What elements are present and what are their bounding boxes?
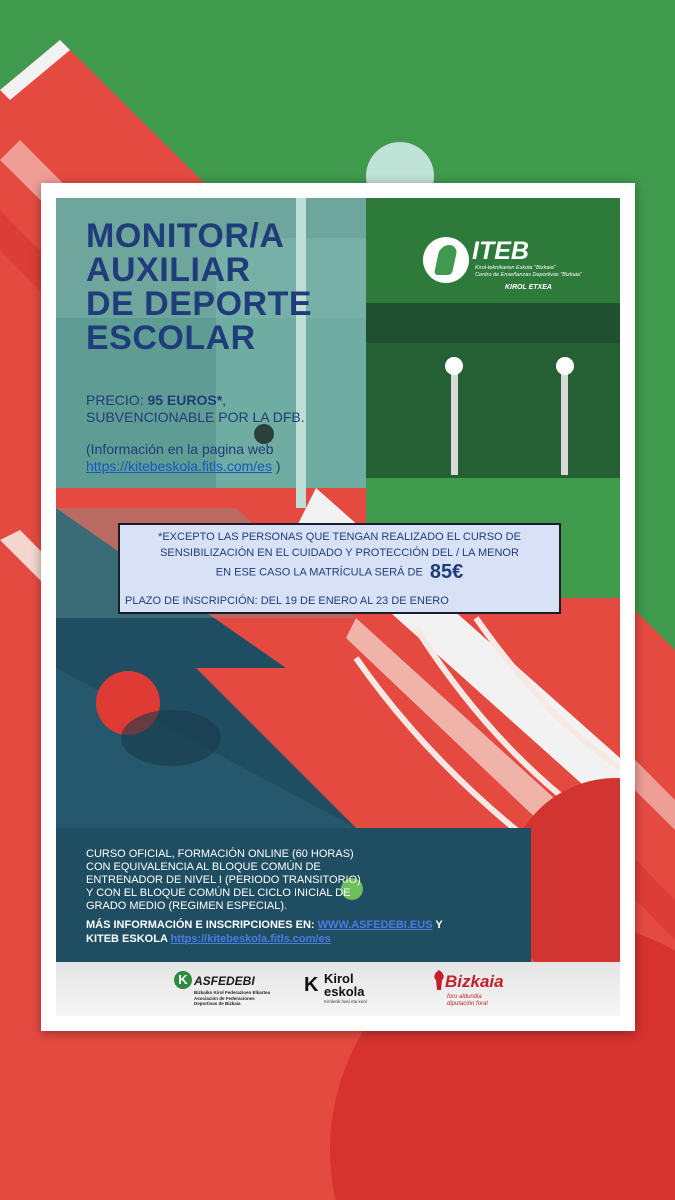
bizkaia-sub-line: diputación foral: [447, 1001, 488, 1007]
price-prefix: PRECIO:: [86, 392, 144, 408]
notice-price-value: 85€: [429, 561, 464, 583]
discount-notice: [118, 523, 561, 614]
bizkaia-tree-icon: [432, 970, 446, 990]
title-line: DE DEPORTE: [86, 285, 313, 323]
course-line: CON EQUIVALENCIA AL BLOQUE COMÚN DE: [86, 861, 321, 873]
title-line: AUXILIAR: [86, 251, 251, 289]
asfedebi-link[interactable]: WWW.ASFEDEBI.EUS: [317, 919, 433, 931]
kiteb-logo: [423, 234, 620, 294]
more-info-and: Y: [435, 919, 443, 931]
kirol-eskola-icon: K: [304, 974, 319, 996]
course-description: [86, 848, 406, 913]
price-text: [86, 392, 305, 426]
course-line: ENTRENADOR DE NIVEL I (PERIODO TRANSITORIO): [86, 874, 361, 886]
notice-line: SENSIBILIZACIÓN EN EL CUIDADO Y PROTECCIÓN DEL / LA MENOR: [160, 547, 519, 559]
asfedebi-logo-icon: K: [174, 971, 192, 989]
kirol-eskola-logo: [304, 970, 394, 1010]
poster: [41, 183, 635, 1031]
notice-exception: [120, 529, 559, 561]
price-suffix: ,: [222, 392, 227, 408]
notice-reduced-price: [120, 561, 559, 584]
bizkaia-sub-line: foru aldundia: [447, 994, 482, 1000]
sponsor-logos: [56, 962, 620, 1016]
info-link[interactable]: https://kitebeskola.fitls.com/es: [86, 458, 272, 474]
registration-deadline: PLAZO DE INSCRIPCIÓN: DEL 19 DE ENERO AL 23 DE ENERO: [125, 595, 449, 607]
course-line: GRADO MEDIO (REGIMEN ESPECIAL).: [86, 900, 288, 912]
kiteb-sub-line: Centro de Enseñanzas Deportivas "Bizkaia": [475, 272, 582, 278]
kiteb-sub-line: Kirol-teknikarien Eskola "Bizkaia": [475, 265, 556, 271]
kiteb-link[interactable]: https://kitebeskola.fitls.com/es: [170, 933, 331, 945]
kirol-name-line: Kirol: [324, 971, 354, 986]
bizkaia-name: Bizkaia: [445, 972, 504, 991]
course-line: CURSO OFICIAL, FORMACIÓN ONLINE (60 HORAS): [86, 848, 354, 860]
price-value: 95 EUROS*: [147, 392, 223, 408]
notice-line: *EXCEPTO LAS PERSONAS QUE TENGAN REALIZADO EL CURSO DE: [158, 531, 521, 543]
price-subsidy: SUBVENCIONABLE POR LA DFB.: [86, 409, 305, 425]
bizkaia-subtitle: [447, 994, 488, 1008]
kiteb-logo-icon: [423, 237, 469, 283]
kirol-eskola-name: [324, 972, 364, 998]
kiteb-logo-word: ITEB: [472, 237, 529, 265]
more-info-label: MÁS INFORMACIÓN E INSCRIPCIONES EN:: [86, 919, 315, 931]
kiteb-logo-tag: KIROL ETXEA: [505, 284, 552, 291]
kirol-name-line: eskola: [324, 984, 365, 999]
kiteb-logo-subtitle: [475, 265, 620, 279]
course-line: Y CON EL BLOQUE COMÚN DEL CICLO INICIAL DE: [86, 887, 351, 899]
title-line: MONITOR/A: [86, 217, 285, 255]
kiteb-eskola-label: KITEB ESKOLA: [86, 933, 168, 945]
asfedebi-logo: [174, 971, 284, 1011]
notice-price-label: EN ESE CASO LA MATRÍCULA SERÁ DE: [215, 566, 423, 579]
more-info: [86, 918, 446, 946]
bizkaia-logo: [432, 970, 542, 1012]
asfedebi-subtitle: Bizkaiko Kirol Federazioen Elkartea Asociación de Federaciones Deportivas de Bizkaia: [194, 990, 271, 1006]
info-label: (Información en la pagina web: [86, 441, 274, 457]
info-text: [86, 441, 281, 475]
title-line: ESCOLAR: [86, 319, 256, 357]
page-title: [86, 219, 312, 355]
asfedebi-name: ASFEDEBI: [194, 974, 255, 988]
info-close: ): [275, 458, 281, 474]
kirol-eskola-tagline: Kirolerik hasi eta kirol: [324, 999, 367, 1004]
